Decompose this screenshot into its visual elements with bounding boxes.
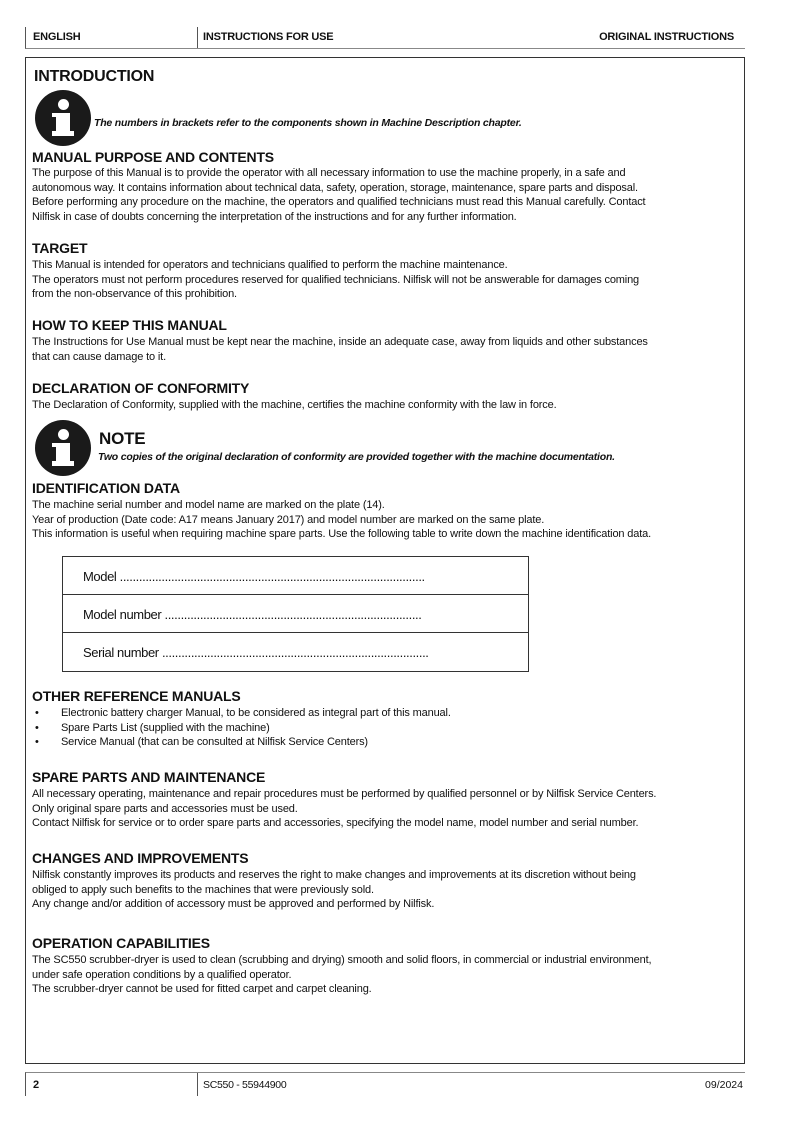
serial-number-field[interactable]: Serial number ................................................................................... — [83, 645, 429, 660]
header-language: ENGLISH — [33, 31, 81, 43]
text-line: under safe operation conditions by a qualified operator. — [32, 968, 292, 981]
section-title: TARGET — [32, 240, 88, 256]
model-field[interactable]: Model ............................................................................................... — [63, 557, 528, 595]
section-title: OTHER REFERENCE MANUALS — [32, 688, 241, 704]
section-text — [32, 953, 742, 997]
section-title: CHANGES AND IMPROVEMENTS — [32, 850, 249, 866]
text-line: This Manual is intended for operators and technicians qualified to perform the machine maintenance. — [32, 259, 508, 271]
list-item: • Electronic battery charger Manual, to be considered as integral part of this manual. — [32, 706, 742, 721]
intro-info-note: The numbers in brackets refer to the components shown in Machine Description chapter. — [94, 117, 522, 129]
section-text — [32, 335, 742, 364]
text-line: The machine serial number and model name are marked on the plate (14). — [32, 499, 385, 511]
section-text — [32, 868, 742, 912]
section-title: MANUAL PURPOSE AND CONTENTS — [32, 149, 274, 165]
text-line: that can cause damage to it. — [32, 350, 166, 363]
header-doc-type: INSTRUCTIONS FOR USE — [203, 31, 334, 43]
section-text — [32, 398, 742, 413]
text-line: autonomous way. It contains information about technical data, safety, operation, storage, maintenance, spare parts and disposal. — [32, 181, 638, 194]
text-line: from the non-observance of this prohibition. — [32, 288, 237, 300]
footer-date: 09/2024 — [705, 1079, 743, 1091]
text-line: Before performing any procedure on the machine, the operators and qualified technicians must read this Manual carefully. Contact — [32, 196, 646, 208]
page-number: 2 — [33, 1079, 39, 1091]
model-number-field[interactable]: Model number ................................................................................ — [63, 595, 528, 633]
text-line: The SC550 scrubber-dryer is used to clean (scrubbing and drying) smooth and solid floors, in commercial or industrial environment, — [32, 954, 652, 966]
text-line: Any change and/or addition of accessory must be approved and performed by Nilfisk. — [32, 898, 435, 910]
text-line: Nilfisk constantly improves its products and reserves the right to make changes and improvements at its discretion without being — [32, 869, 636, 881]
page-footer — [25, 1072, 745, 1096]
section-text — [32, 498, 742, 542]
section-title: IDENTIFICATION DATA — [32, 480, 180, 496]
page-header — [25, 27, 745, 49]
intro-title: INTRODUCTION — [34, 68, 155, 85]
text-line: Nilfisk in case of doubts concerning the interpretation of the instructions and for any further information. — [32, 210, 517, 223]
text-line: obliged to apply such benefits to the machines that were previously sold. — [32, 883, 374, 896]
list-item: • Service Manual (that can be consulted at Nilfisk Service Centers) — [32, 735, 742, 750]
text-line: All necessary operating, maintenance and repair procedures must be performed by qualified personnel or by Nilfisk Service Centers. — [32, 788, 657, 800]
section-title: HOW TO KEEP THIS MANUAL — [32, 317, 227, 333]
text-line: The scrubber-dryer cannot be used for fitted carpet and carpet cleaning. — [32, 983, 372, 995]
note-title: NOTE — [99, 429, 146, 448]
list-item: • Spare Parts List (supplied with the machine) — [32, 721, 742, 736]
info-icon — [35, 90, 91, 146]
text-line: This information is useful when requiring machine spare parts. Use the following table to write down the machine identification data. — [32, 528, 652, 540]
section-text — [32, 258, 742, 302]
text-line: The Declaration of Conformity, supplied with the machine, certifies the machine conformity with the law in force. — [32, 399, 557, 411]
text-line: The purpose of this Manual is to provide the operator with all necessary information to use the machine properly, in a safe and — [32, 167, 626, 179]
text-line: Contact Nilfisk for service or to order spare parts and accessories, specifying the model name, model number and serial number. — [32, 817, 639, 829]
section-text — [32, 787, 742, 831]
text-line: Only original spare parts and accessories must be used. — [32, 802, 298, 815]
header-original: ORIGINAL INSTRUCTIONS — [599, 31, 734, 43]
text-line: The operators must not perform procedures reserved for qualified technicians. Nilfisk will not be answerable for damages coming — [32, 273, 640, 286]
note-info-icon — [35, 420, 91, 476]
text-line: The Instructions for Use Manual must be kept near the machine, inside an adequate case, away from liquids and other substances — [32, 336, 648, 348]
identification-table — [62, 556, 529, 672]
note-text: Two copies of the original declaration of conformity are provided together with the machine documentation. — [98, 451, 615, 463]
text-line: Year of production (Date code: A17 means January 2017) and model number are marked on the same plate. — [32, 513, 545, 526]
section-title: SPARE PARTS AND MAINTENANCE — [32, 769, 266, 785]
bullet-list — [32, 706, 742, 750]
section-title: OPERATION CAPABILITIES — [32, 935, 210, 951]
section-text — [32, 166, 742, 224]
footer-model: SC550 - 55944900 — [203, 1079, 287, 1091]
section-title: DECLARATION OF CONFORMITY — [32, 380, 250, 396]
